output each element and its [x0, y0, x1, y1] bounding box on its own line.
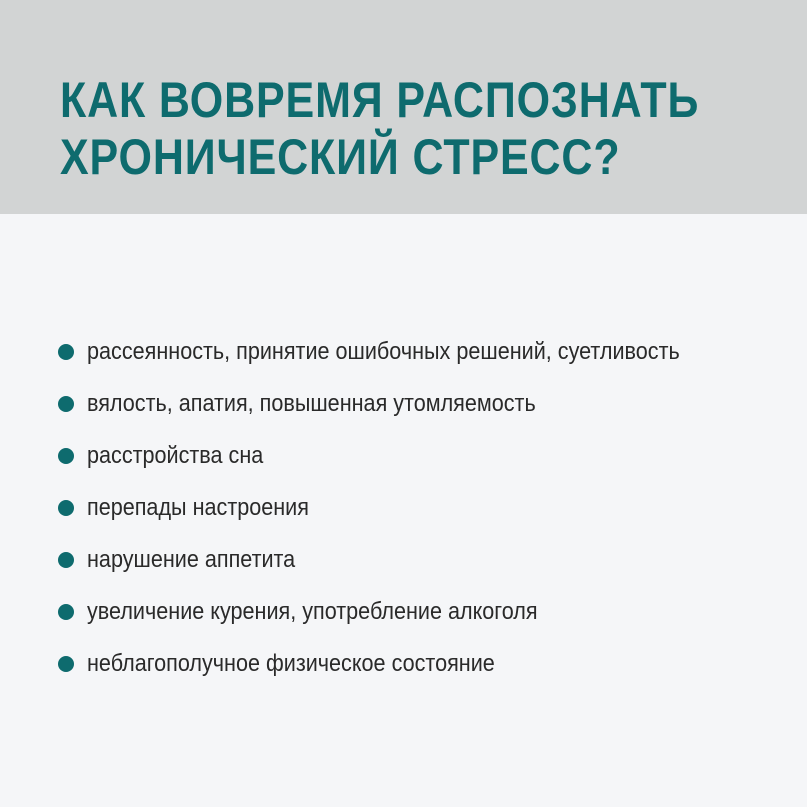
title-line-1: КАК ВОВРЕМЯ РАСПОЗНАТЬ — [60, 72, 700, 128]
list-item — [58, 326, 746, 378]
list-item — [58, 638, 746, 690]
list-item-text: расстройства сна — [87, 442, 264, 469]
list-item-text: перепады настроения — [87, 494, 309, 521]
title-line-2: ХРОНИЧЕСКИЙ СТРЕСС? — [60, 129, 621, 185]
page-title — [60, 72, 699, 186]
list-item — [58, 586, 746, 638]
bullet-icon — [58, 604, 74, 620]
bullet-icon — [58, 448, 74, 464]
list-item-text: вялость, апатия, повышенная утомляемость — [87, 390, 536, 417]
list-item-text: увеличение курения, употребление алкоголя — [87, 598, 538, 625]
list-item-text: неблагополучное физическое состояние — [87, 650, 495, 677]
list-item — [58, 378, 746, 430]
bullet-icon — [58, 344, 74, 360]
list-item — [58, 534, 746, 586]
header-banner — [0, 0, 807, 214]
list-item — [58, 482, 746, 534]
list-item — [58, 430, 746, 482]
bullet-icon — [58, 396, 74, 412]
bullet-icon — [58, 500, 74, 516]
list-item-text: нарушение аппетита — [87, 546, 296, 573]
bullet-icon — [58, 552, 74, 568]
bullet-icon — [58, 656, 74, 672]
symptom-list — [58, 326, 746, 690]
list-item-text: рассеянность, принятие ошибочных решений, суетливость — [87, 338, 680, 365]
